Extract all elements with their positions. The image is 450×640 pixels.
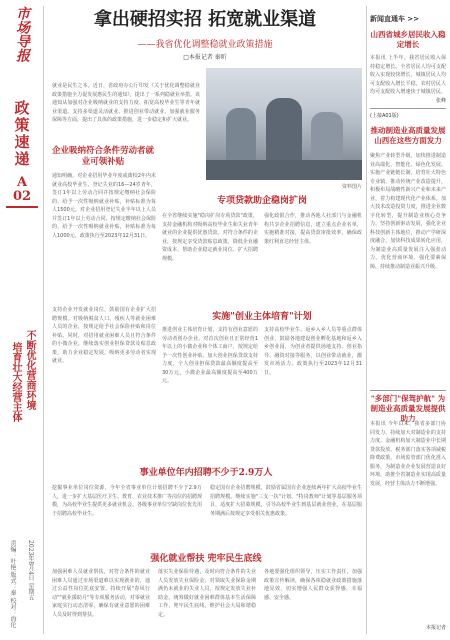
news-1-body: 本报讯 上半年，我省居民收入保持稳定增长。全省居民人均可支配收入实现较快增长，城镇居民人均可支配收入增长平稳，农村居民人均可支配收入增速快于城镇居民， [370, 55, 446, 95]
section-2-paragraph-b: 强化政银合作，推动各地人社部门与金融机构共享企业招聘信息，建立重点企业名单，实施精准对接，提高贷款审批效率，确保政策红利直达经营主体。 [264, 213, 362, 245]
news-3-body: 本报讯 今年以来，我省多部门协同发力，持续加大对制造业的支持力度。金融机构加大制造业中长期贷款投放，税务部门落实各项减税降费政策，市场监管部门优化准入服务，为制造业企业发展营造良好环境，助推全省制造业实现高质量发展，经营主体活力不断增强。 [370, 421, 446, 487]
section-heading-1: 企业吸纳符合条件劳动者就业可领补贴 [51, 146, 154, 167]
news-photo [206, 68, 362, 180]
section-4-paragraph-a: 挖掘事业单位岗位资源，今年全省事业单位计划招聘不少于2.9万人，进一步扩大基层医疗卫生、教育、农业技术推广等岗位的招聘规模，为高校毕业生提供更多就业机会。各级事业单位空缺岗位优先用于招聘高校毕业生。 [52, 485, 202, 517]
column-name-text: 政策速递 [14, 99, 30, 168]
intro-paragraph: 就业是民生之本。近日，省政府办公厅印发《关于优化调整稳就业政策措施全力促发展惠民生的通知》，提出了一系列稳就业举措。该通知从加强对企业吸纳就业的支持力度、拓宽高校毕业生等青年就业渠道、支持多渠道灵活就业、推进创业带动就业、加强就业服务保障等方面，提出了具体的政策措施，进一步稳定和扩大就业。 [52, 83, 200, 123]
left-column-rule [43, 6, 44, 634]
slogan-line-2: 培育壮大经营主体 [10, 342, 21, 422]
news-1-author: 张峰 [435, 98, 446, 104]
section-5-paragraph-a: 加强困难人员就业帮扶，对符合条件的就业困难人员通过市场渠道难以实现就业的，通过公益性岗位托底安置。持续开展"春风行动""就业援助月"等专项服务活动，对零就业家庭实行动态清零，确保有就业意愿的困难人员及时得到帮扶。 [52, 569, 150, 618]
masthead-logo-text: 市场导报 [14, 6, 30, 62]
byline: □本报记者 秦昕 [183, 54, 227, 61]
section-5-paragraph-b: 落实失业保险待遇，及时向符合条件的失业人员发放失业保险金，对领取失业保险金期满仍未就业的失业人员，按规定发放失业补助金。统筹做好就业困难群体基本生活保障工作，兜牢民生底线，维护社会大局和谐稳定。 [158, 569, 256, 618]
page-number-box [6, 176, 38, 204]
editor-meta: 责编：叶艳 版式：秦 校对：海伦 [9, 540, 16, 628]
news-3-title: "多部门"保驾护航" 为制造业高质量发展提供助力 [370, 394, 446, 423]
sub-title: ——我省优化调整稳就业政策措施 [137, 40, 273, 50]
section-heading-4: 事业单位年内招聘不少于2.9万人 [139, 468, 273, 478]
news-2-title: 推动制造业高质量发展山西在这些方面发力 [370, 126, 446, 145]
section-1-paragraph-b: 支持企业开发就业岗位，鼓励国有企业扩大招聘规模。对吸纳脱贫人口、残疾人等就业困难人员的企业，按规定给予社会保险补贴和岗位补贴。同时，对招用就业困难人员且符合条件的小微企业，继续落实创业担保贷款及贴息政策，助力企业稳定发展，吸纳更多劳动者实现就业。 [52, 307, 156, 364]
section-3-paragraph-b: 支持高校毕业生、返乡入乡人员等重点群体创业，鼓励各地建设创业孵化基地和返乡入乡创业园，为创业者提供场地支持、创业指导、融资对接等服务，以创业带动就业，激发市场活力。政策执行至2023年12月31日。 [264, 327, 362, 376]
news-1-divider [370, 108, 446, 109]
news-3-divider [370, 390, 446, 391]
right-column-rule [366, 6, 367, 634]
section-heading-3: 实施"创业主体培育"计划 [212, 312, 312, 322]
main-title: 拿出硬招实招 拓宽就业渠道 [93, 9, 317, 30]
section-letter: A [16, 175, 28, 190]
section-heading-5: 强化就业帮扶 兜牢民生底线 [150, 554, 262, 564]
slogan [6, 330, 38, 430]
left-divider-red [6, 206, 38, 208]
column-name [4, 100, 40, 168]
news-2-body: 聚焦产业转型升级，加快推进制造业高端化、智能化、绿色化发展。实施产业链链长制，培育壮大特色专业镇，推动传统产业改造提升，积极布局战略性新兴产业和未来产业，着力构建现代化产业体系。加大技术改造投资力度，推进企业数字化转型，提升制造业核心竞争力。坚持创新驱动发展，强化企业科技创新主体地位，推动产学研深度融合，加快科技成果转化应用，为制造业高质量发展注入强劲动力。优化营商环境，强化要素保障，持续推动制造业振兴升级。 [370, 153, 446, 270]
photo-caption: 资料图片 [341, 184, 362, 190]
section-3-paragraph-a: 推进创业主体培育计划，支持有创业意愿的劳动者创办企业。对首次创业且正常经营1年以上的小微企业和个体工商户，按规定给予一次性创业补贴。加大创业担保贷款支持力度，个人创业担保贷款最高额度提高至30万元，小微企业最高额度提高至400万元。 [162, 327, 258, 384]
section-heading-2: 专项贷款助企稳岗扩岗 [216, 196, 307, 206]
masthead-logo [4, 6, 40, 64]
slogan-line-1: 不断优化营商环境 [24, 330, 35, 410]
section-1-paragraph-a: 通知明确，对企业招用毕业年度或离校2年内未就业高校毕业生、登记失业的16—24岁青年，签订1年以上劳动合同并按规定缴纳社会保险的，给予一次性吸纳就业补贴，补贴标准为每人1500元。对企业招用登记失业半年以上人员并签订1年以上劳动合同、按规定缴纳社会保险的，给予一次性吸纳就业补贴，补贴标准为每人1000元。政策执行至2023年12月31日。 [52, 173, 156, 239]
date-line: 2023年8月4日 星期五 [27, 540, 34, 601]
section-4-paragraph-b: 稳定国有企业招聘规模，鼓励省属国有企业连续两年扩大高校毕业生招聘规模。继续实施"三支一扶"计划、"特岗教师"计划等基层服务项目，适度扩大招募规模，引导高校毕业生到基层就业创业，在基层服务期满后按规定享受相关优惠政策。 [210, 485, 362, 517]
news-1-title: 山西省城乡居民收入稳定增长 [370, 30, 446, 49]
news-3-author: 本报记者 [425, 625, 446, 631]
section-2-paragraph-a: 在全省继续实施"稳岗扩岗专项贷款"政策，支持金融机构对吸纳高校毕业生和失业青年就业的企业提供优惠贷款。对符合条件的企业，按规定享受贷款贴息政策，降低企业融资成本，帮助企业稳定就业岗位、扩大招聘规模。 [162, 213, 258, 262]
page-number: 02 [12, 189, 32, 204]
news-2-ref: (上接A01版) [370, 113, 399, 119]
section-5-paragraph-c: 各地要强化组织领导，压实工作责任，加强政策宣传解读，确保各项稳就业政策措施落地见效，切实增强人民群众获得感、幸福感、安全感。 [264, 569, 362, 601]
news-header: 新闻直通车 >> [370, 15, 420, 23]
